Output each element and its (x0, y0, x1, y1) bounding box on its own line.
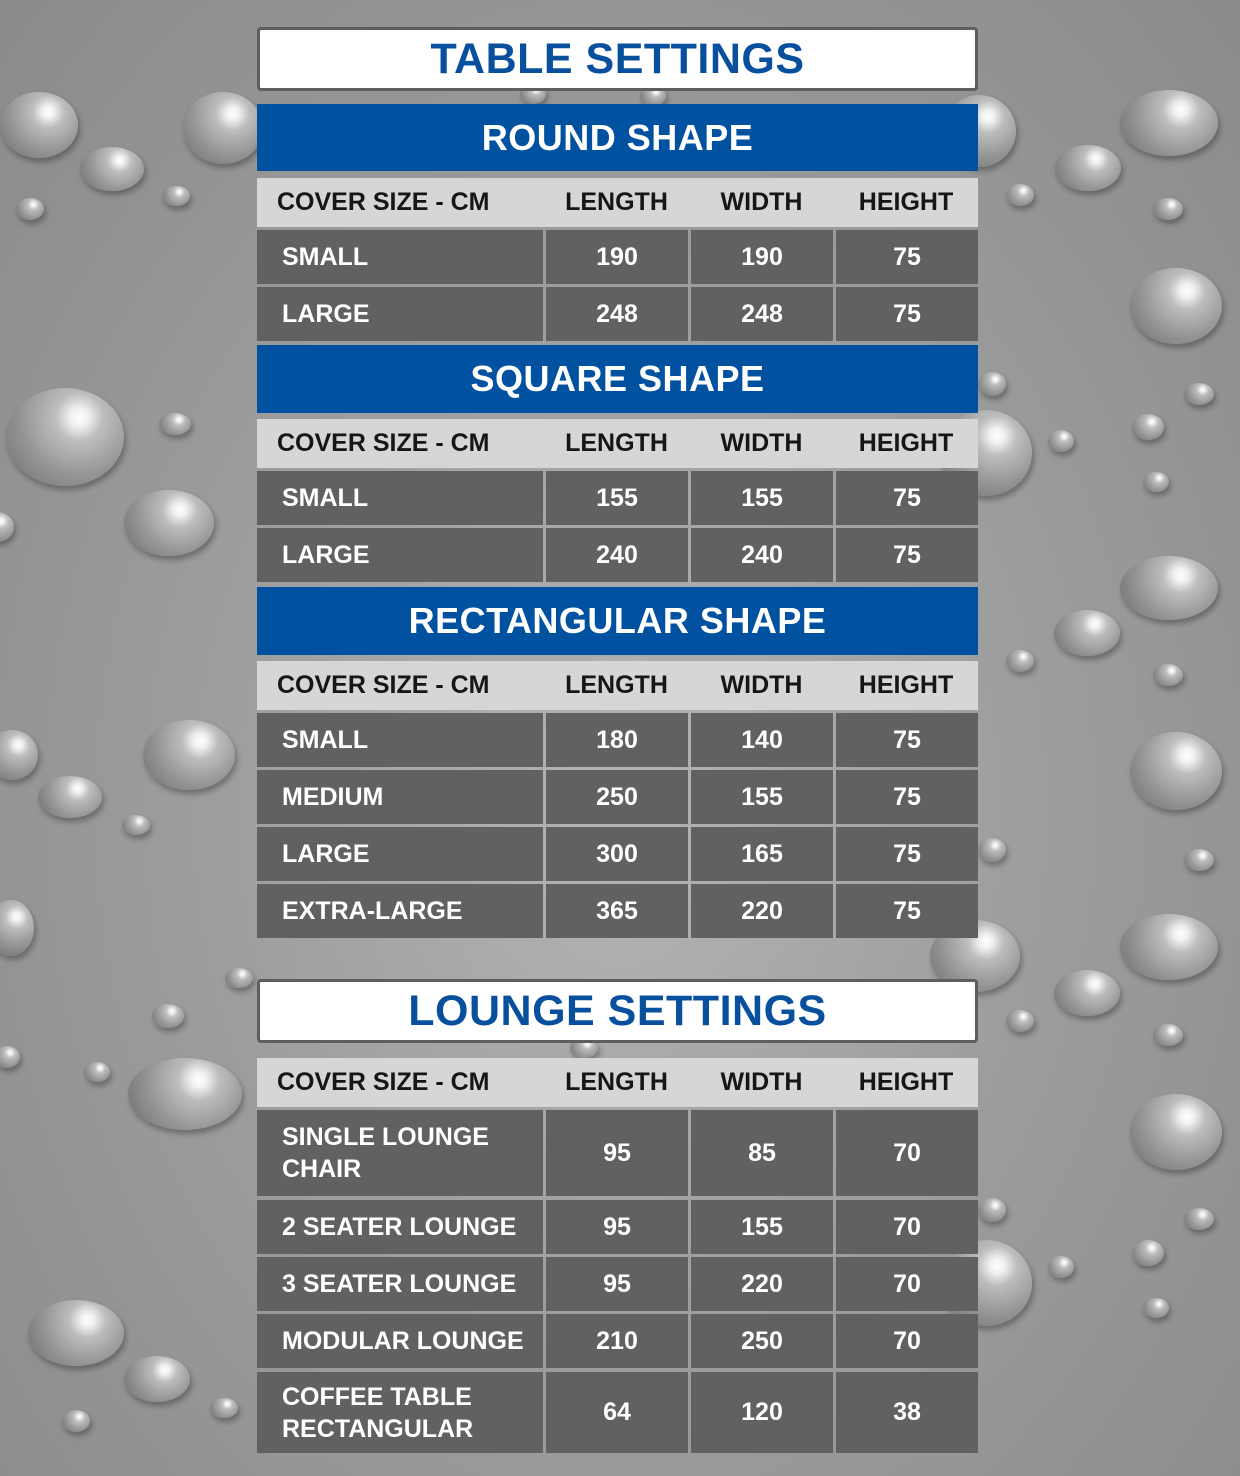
table-settings-banner: TABLE SETTINGS (257, 27, 978, 91)
table-row (257, 827, 978, 881)
square-header-row (257, 419, 978, 468)
size-cell: COFFEE TABLE RECTANGULAR (257, 1372, 543, 1453)
water-drop (1048, 1256, 1074, 1278)
header-cover-size: COVER SIZE - CM (277, 429, 490, 457)
size-cell: MEDIUM (257, 770, 543, 824)
height-cell: 38 (836, 1372, 978, 1453)
length-cell: 248 (546, 287, 688, 341)
height-cell: 75 (836, 471, 978, 525)
header-height: HEIGHT (858, 188, 954, 216)
water-drop (0, 1046, 20, 1068)
water-drop (1153, 198, 1183, 220)
water-drop (1130, 1094, 1222, 1170)
square-shape-title: SQUARE SHAPE (257, 345, 978, 413)
water-drop (1120, 556, 1218, 620)
length-cell: 95 (546, 1110, 688, 1196)
water-drop (1006, 650, 1034, 672)
width-cell: 165 (691, 827, 833, 881)
height-cell: 70 (836, 1257, 978, 1311)
width-cell: 250 (691, 1314, 833, 1368)
height-cell: 75 (836, 713, 978, 767)
width-cell: 155 (691, 471, 833, 525)
water-drop (978, 1198, 1006, 1222)
water-drop (1184, 849, 1214, 871)
width-cell: 220 (691, 884, 833, 938)
height-cell: 75 (836, 884, 978, 938)
water-drop (978, 838, 1006, 862)
water-drop (1006, 1010, 1034, 1032)
width-cell: 155 (691, 1200, 833, 1254)
water-drop (1153, 664, 1183, 686)
water-drop (1143, 472, 1169, 492)
water-drop (1130, 268, 1222, 344)
header-length: LENGTH (565, 429, 668, 457)
water-drop (0, 900, 34, 956)
table-row (257, 1110, 978, 1196)
water-drop (143, 720, 235, 790)
water-drop (6, 388, 124, 486)
length-cell: 190 (546, 230, 688, 284)
length-cell: 95 (546, 1257, 688, 1311)
table-row (257, 713, 978, 767)
header-height: HEIGHT (858, 429, 954, 457)
header-height: HEIGHT (858, 671, 954, 699)
size-cell: 3 SEATER LOUNGE (257, 1257, 543, 1311)
header-cover-size: COVER SIZE - CM (277, 671, 490, 699)
table-row (257, 1372, 978, 1453)
water-drop (1120, 90, 1218, 156)
header-length: LENGTH (565, 188, 668, 216)
water-drop (16, 198, 44, 220)
height-cell: 75 (836, 287, 978, 341)
table-row (257, 1314, 978, 1368)
lounge-header-row (257, 1058, 978, 1107)
header-height: HEIGHT (858, 1068, 954, 1096)
rectangular-header-row (257, 661, 978, 710)
length-cell: 210 (546, 1314, 688, 1368)
water-drop (1132, 414, 1164, 440)
lounge-settings-banner: LOUNGE SETTINGS (257, 979, 978, 1043)
header-cover-size: COVER SIZE - CM (277, 188, 490, 216)
table-row (257, 287, 978, 341)
water-drop (1184, 1208, 1214, 1230)
width-cell: 120 (691, 1372, 833, 1453)
width-cell: 85 (691, 1110, 833, 1196)
water-drop (210, 1398, 238, 1418)
height-cell: 70 (836, 1110, 978, 1196)
size-cell: MODULAR LOUNGE (257, 1314, 543, 1368)
water-drop (0, 92, 78, 158)
water-drop (1054, 610, 1120, 656)
length-cell: 240 (546, 528, 688, 582)
water-drop (128, 1058, 242, 1130)
length-cell: 155 (546, 471, 688, 525)
table-row (257, 1257, 978, 1311)
water-drop (978, 372, 1006, 396)
water-drop (1153, 1024, 1183, 1046)
water-drop (1130, 732, 1222, 810)
water-drop (1184, 383, 1214, 405)
water-drop (1048, 430, 1074, 452)
length-cell: 365 (546, 884, 688, 938)
header-width: WIDTH (720, 429, 803, 457)
height-cell: 70 (836, 1200, 978, 1254)
header-length: LENGTH (565, 1068, 668, 1096)
size-cell: LARGE (257, 528, 543, 582)
rectangular-shape-title: RECTANGULAR SHAPE (257, 587, 978, 655)
header-cover-size: COVER SIZE - CM (277, 1068, 490, 1096)
water-drop (62, 1410, 90, 1432)
water-drop (28, 1300, 124, 1366)
water-drop (38, 776, 102, 818)
water-drop (84, 1062, 110, 1082)
size-cell: SINGLE LOUNGE CHAIR (257, 1110, 543, 1196)
water-drop (159, 413, 191, 435)
water-drop (1143, 1298, 1169, 1318)
size-cell: EXTRA-LARGE (257, 884, 543, 938)
size-cell: SMALL (257, 230, 543, 284)
width-cell: 240 (691, 528, 833, 582)
length-cell: 180 (546, 713, 688, 767)
size-cell: SMALL (257, 471, 543, 525)
water-drop (1054, 970, 1120, 1016)
water-drop (1132, 1240, 1164, 1266)
table-row (257, 1200, 978, 1254)
table-row (257, 230, 978, 284)
length-cell: 300 (546, 827, 688, 881)
round-shape-title: ROUND SHAPE (257, 104, 978, 171)
height-cell: 75 (836, 528, 978, 582)
width-cell: 248 (691, 287, 833, 341)
length-cell: 64 (546, 1372, 688, 1453)
height-cell: 75 (836, 230, 978, 284)
water-drop (124, 490, 214, 556)
height-cell: 75 (836, 827, 978, 881)
height-cell: 75 (836, 770, 978, 824)
header-length: LENGTH (565, 671, 668, 699)
size-cell: SMALL (257, 713, 543, 767)
water-drop (183, 92, 263, 164)
water-drop (122, 815, 150, 835)
round-header-row (257, 178, 978, 227)
water-drop (1055, 145, 1121, 191)
width-cell: 220 (691, 1257, 833, 1311)
height-cell: 70 (836, 1314, 978, 1368)
table-row (257, 528, 978, 582)
water-drop (80, 147, 144, 191)
table-row (257, 471, 978, 525)
water-drop (225, 968, 253, 988)
header-width: WIDTH (720, 1068, 803, 1096)
length-cell: 95 (546, 1200, 688, 1254)
header-width: WIDTH (720, 671, 803, 699)
water-drop (1006, 184, 1034, 206)
width-cell: 140 (691, 713, 833, 767)
water-drop (0, 512, 14, 542)
water-drop (124, 1356, 190, 1402)
size-cell: LARGE (257, 287, 543, 341)
table-row (257, 884, 978, 938)
size-cell: 2 SEATER LOUNGE (257, 1200, 543, 1254)
water-drop (0, 730, 38, 780)
header-width: WIDTH (720, 188, 803, 216)
water-drop (1120, 914, 1218, 980)
table-row (257, 770, 978, 824)
water-drop (152, 1004, 184, 1028)
water-drop (162, 186, 190, 206)
width-cell: 190 (691, 230, 833, 284)
length-cell: 250 (546, 770, 688, 824)
size-cell: LARGE (257, 827, 543, 881)
width-cell: 155 (691, 770, 833, 824)
